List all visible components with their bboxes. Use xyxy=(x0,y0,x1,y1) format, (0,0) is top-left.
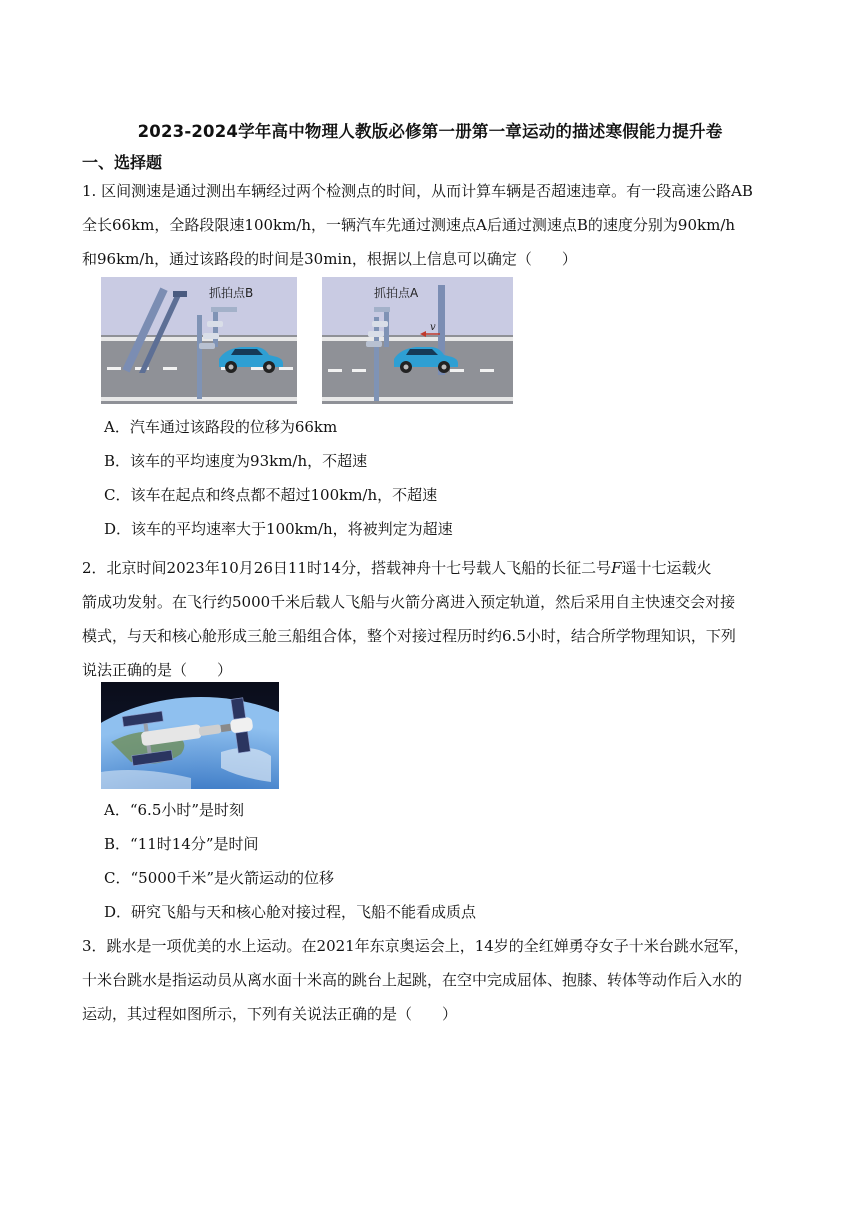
figure-space-station xyxy=(101,682,279,789)
question-2-option-c: C．“5000千米”是火箭运动的位移 xyxy=(104,869,334,887)
question-1-option-b: B．该车的平均速度为93km/h，不超速 xyxy=(104,452,368,470)
figure-checkpoint-b xyxy=(101,277,297,404)
question-1-line: 和96km/h，通过该路段的时间是30min，根据以上信息可以确定（ ） xyxy=(82,250,577,268)
checkpoint-b-label: 抓拍点B xyxy=(209,286,254,300)
question-3-line: 运动，其过程如图所示，下列有关说法正确的是（ ） xyxy=(82,1005,458,1023)
question-2-line: 2．北京时间2023年10月26日11时14分，搭载神舟十七号载人飞船的长征二号F遥十七运载火 xyxy=(82,559,712,577)
question-2-line: 说法正确的是（ ） xyxy=(82,661,233,679)
document-title: 2023-2024学年高中物理人教版必修第一册第一章运动的描述寒假能力提升卷 xyxy=(137,122,723,141)
question-3-line: 十米台跳水是指运动员从离水面十米高的跳台上起跳，在空中完成屈体、抱膝、转体等动作后入水的 xyxy=(82,971,743,989)
question-2-line: 箭成功发射。在飞行约5000千米后载人飞船与火箭分离进入预定轨道，然后采用自主快速交会对接 xyxy=(82,593,736,611)
question-3-line: 3．跳水是一项优美的水上运动。在2021年东京奥运会上，14岁的全红婵勇夺女子十米台跳水冠军， xyxy=(82,937,749,955)
velocity-label: v xyxy=(430,322,436,333)
question-1-line: 1. 区间测速是通过测出车辆经过两个检测点的时间，从而计算车辆是否超速违章。有一段高速公路AB xyxy=(82,182,753,200)
section-heading: 一、选择题 xyxy=(82,153,163,172)
question-1-option-a: A．汽车通过该路段的位移为66km xyxy=(104,418,338,436)
question-2-line: 模式，与天和核心舱形成三舱三船组合体，整个对接过程历时约6.5小时，结合所学物理知识，下列 xyxy=(82,627,736,645)
question-2-stem xyxy=(82,551,782,687)
question-2-option-b: B．“11时14分”是时间 xyxy=(104,835,259,853)
question-3-stem xyxy=(82,929,782,1031)
question-2-option-a: A．“6.5小时”是时刻 xyxy=(104,801,245,819)
question-1-option-c: C．该车在起点和终点都不超过100km/h，不超速 xyxy=(104,486,438,504)
question-1-stem xyxy=(82,174,782,276)
question-1-line: 全长66km，全路段限速100km/h，一辆汽车先通过测速点A后通过测速点B的速度分别为90km/h xyxy=(82,216,736,234)
checkpoint-a-label: 抓拍点A xyxy=(374,286,419,300)
question-2-option-d: D．研究飞船与天和核心舱对接过程，飞船不能看成质点 xyxy=(104,903,477,921)
figure-checkpoint-a xyxy=(322,277,513,404)
question-1-option-d: D．该车的平均速率大于100km/h，将被判定为超速 xyxy=(104,520,453,538)
